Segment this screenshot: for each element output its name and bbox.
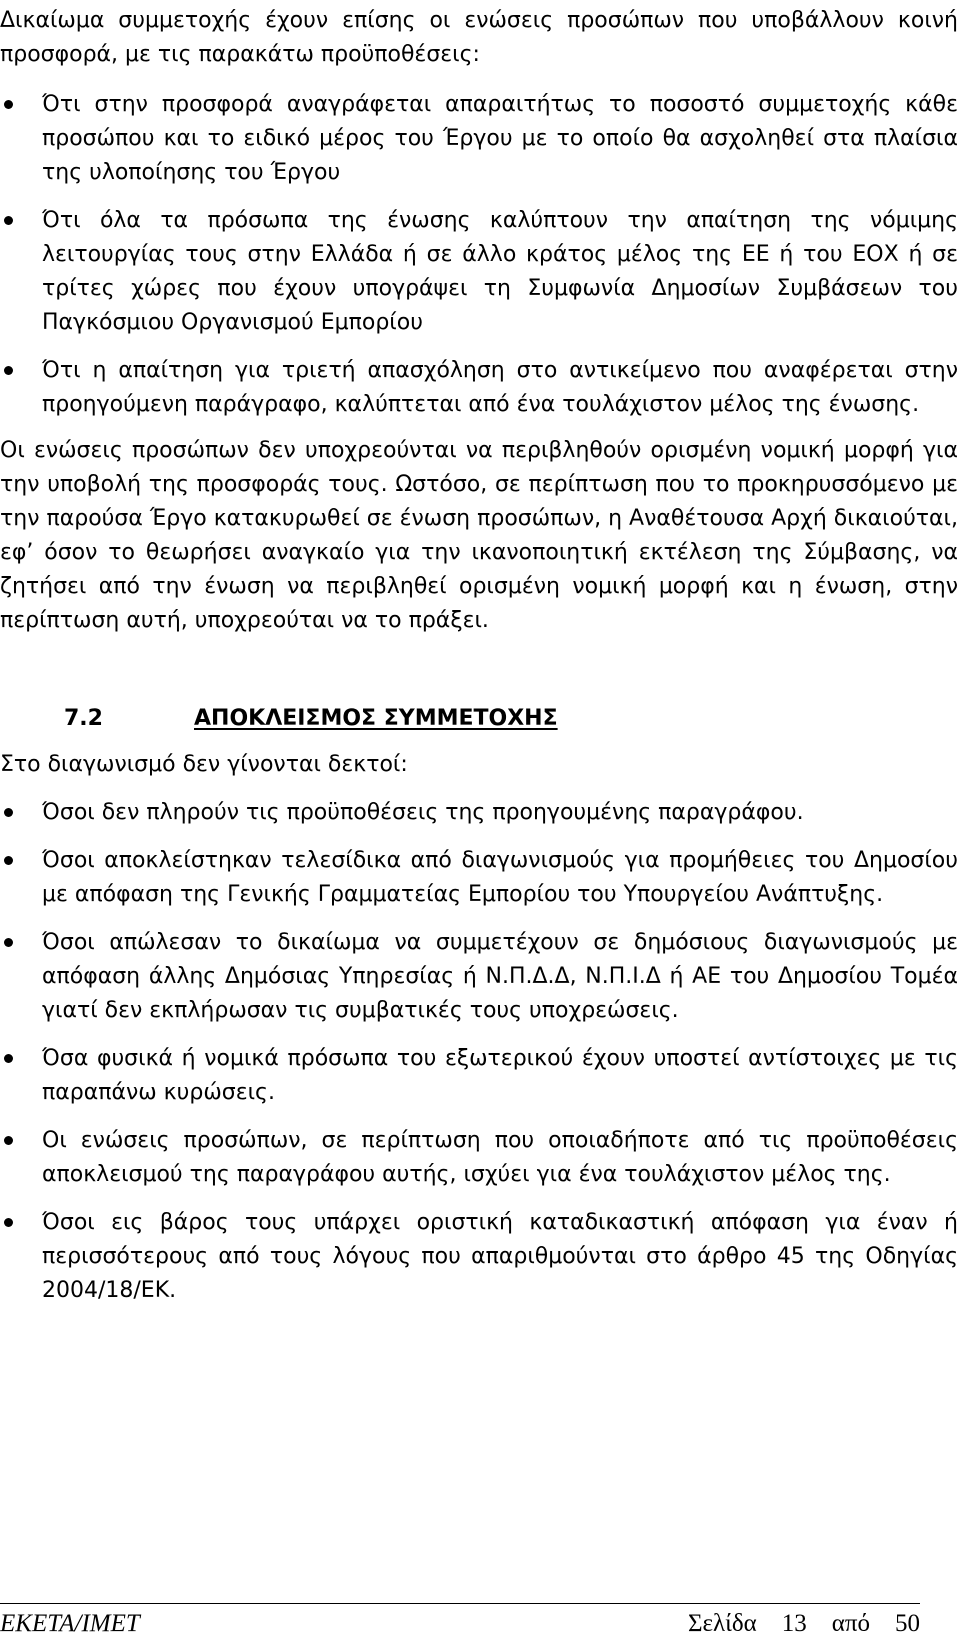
bullet-icon xyxy=(4,808,13,817)
list-item xyxy=(0,1124,958,1192)
list-item xyxy=(0,204,958,340)
list-item xyxy=(0,88,958,190)
page-footer xyxy=(0,1603,920,1642)
bullet-icon xyxy=(4,938,13,947)
bullet-icon xyxy=(4,1136,13,1145)
list-item xyxy=(0,796,958,830)
list-item-text: Οι ενώσεις προσώπων, σε περίπτωση που οποιαδήποτε από τις προϋποθέσεις αποκλεισμού της παραγράφου αυτής, ισχύει για ένα τουλάχιστον μέλος της. xyxy=(42,1128,958,1187)
list-item-text: Όσοι απώλεσαν το δικαίωμα να συμμετέχουν σε δημόσιους διαγωνισμούς με απόφαση άλλης Δημόσιας Υπηρεσίας ή Ν.Π.Δ.Δ, Ν.Π.Ι.Δ ή ΑΕ του Δημοσίου Τομέα γιατί δεν εκπλήρωσαν τις συμβατικές τους υποχρεώσεις. xyxy=(42,930,958,1023)
list-item xyxy=(0,844,958,912)
conditions-list xyxy=(0,88,958,422)
footer-of-word: από xyxy=(831,1610,870,1637)
exclusions-list xyxy=(0,796,958,1308)
footer-page-info xyxy=(688,1606,920,1642)
list-item-text: Όσοι δεν πληρούν τις προϋποθέσεις της προηγουμένης παραγράφου. xyxy=(42,800,804,825)
bullet-icon xyxy=(4,856,13,865)
bullet-icon xyxy=(4,1054,13,1063)
section-title: ΑΠΟΚΛΕΙΣΜΟΣ ΣΥΜΜΕΤΟΧΗΣ xyxy=(194,706,558,731)
list-item-text: Όσοι αποκλείστηκαν τελεσίδικα από διαγωνισμούς για προμήθειες του Δημοσίου με απόφαση της Γενικής Γραμματείας Εμπορίου του Υπουργείου Ανάπτυξης. xyxy=(42,848,958,907)
list-item xyxy=(0,926,958,1028)
list-item xyxy=(0,1206,958,1308)
bullet-icon xyxy=(4,366,13,375)
list-item-text: Ότι στην προσφορά αναγράφεται απαραιτήτως το ποσοστό συμμετοχής κάθε προσώπου και το ειδικό μέρος του Έργου με το οποίο θα ασχοληθεί στα πλαίσια της υλοποίησης του Έργου xyxy=(42,92,958,185)
bullet-icon xyxy=(4,216,13,225)
footer-page-number: 13 xyxy=(781,1610,807,1637)
list-item xyxy=(0,1042,958,1110)
union-paragraph: Οι ενώσεις προσώπων δεν υποχρεούνται να περιβληθούν ορισμένη νομική μορφή για την υποβολή της προσφοράς τους. Ωστόσο, σε περίπτωση που το προκηρυσσόμενο με την παρούσα Έργο κατακυρωθεί σε ένωση προσώπων, η Αναθέτουσα Αρχή δικαιούται, εφ’ όσον το θεωρήσει αναγκαίο για την ικανοποιητική εκτέλεση της Σύμβασης, να ζητήσει από την ένωση να περιβληθεί ορισμένη νομική μορφή και η ένωση, στην περίπτωση αυτή, υποχρεούται να το πράξει. xyxy=(0,438,958,633)
intro-paragraph: Δικαίωμα συμμετοχής έχουν επίσης οι ενώσεις προσώπων που υποβάλλουν κοινή προσφορά, με τις παρακάτω προϋποθέσεις: xyxy=(0,8,958,67)
footer-total-pages: 50 xyxy=(895,1610,920,1637)
footer-organization: ΕΚΕΤΑ/ΙΜΕΤ xyxy=(0,1610,140,1637)
list-item xyxy=(0,354,958,422)
bullet-icon xyxy=(4,1218,13,1227)
footer-page-word: Σελίδα xyxy=(687,1610,757,1637)
list-item-text: Ότι η απαίτηση για τριετή απασχόληση στο αντικείμενο που αναφέρεται στην προηγούμενη παράγραφο, καλύπτεται από ένα τουλάχιστον μέλος της ένωσης. xyxy=(42,358,958,417)
section-number: 7.2 xyxy=(64,706,103,731)
bullet-icon xyxy=(4,100,13,109)
section-lead: Στο διαγωνισμό δεν γίνονται δεκτοί: xyxy=(0,752,408,777)
list-item-text: Όσα φυσικά ή νομικά πρόσωπα του εξωτερικού έχουν υποστεί αντίστοιχες με τις παραπάνω κυρώσεις. xyxy=(42,1046,958,1105)
section-heading xyxy=(0,702,958,736)
list-item-text: Ότι όλα τα πρόσωπα της ένωσης καλύπτουν την απαίτηση της νόμιμης λειτουργίας τους στην Ελλάδα ή σε άλλο κράτος μέλος της ΕΕ ή του ΕΟΧ ή σε τρίτες χώρες που έχουν υπογράψει τη Συμφωνία Δημοσίων Συμβάσεων του Παγκόσμιου Οργανισμού Εμπορίου xyxy=(42,208,958,335)
list-item-text: Όσοι εις βάρος τους υπάρχει οριστική καταδικαστική απόφαση για έναν ή περισσότερους από τους λόγους που απαριθμούνται στο άρθρο 45 της Οδηγίας 2004/18/ΕΚ. xyxy=(42,1210,958,1303)
